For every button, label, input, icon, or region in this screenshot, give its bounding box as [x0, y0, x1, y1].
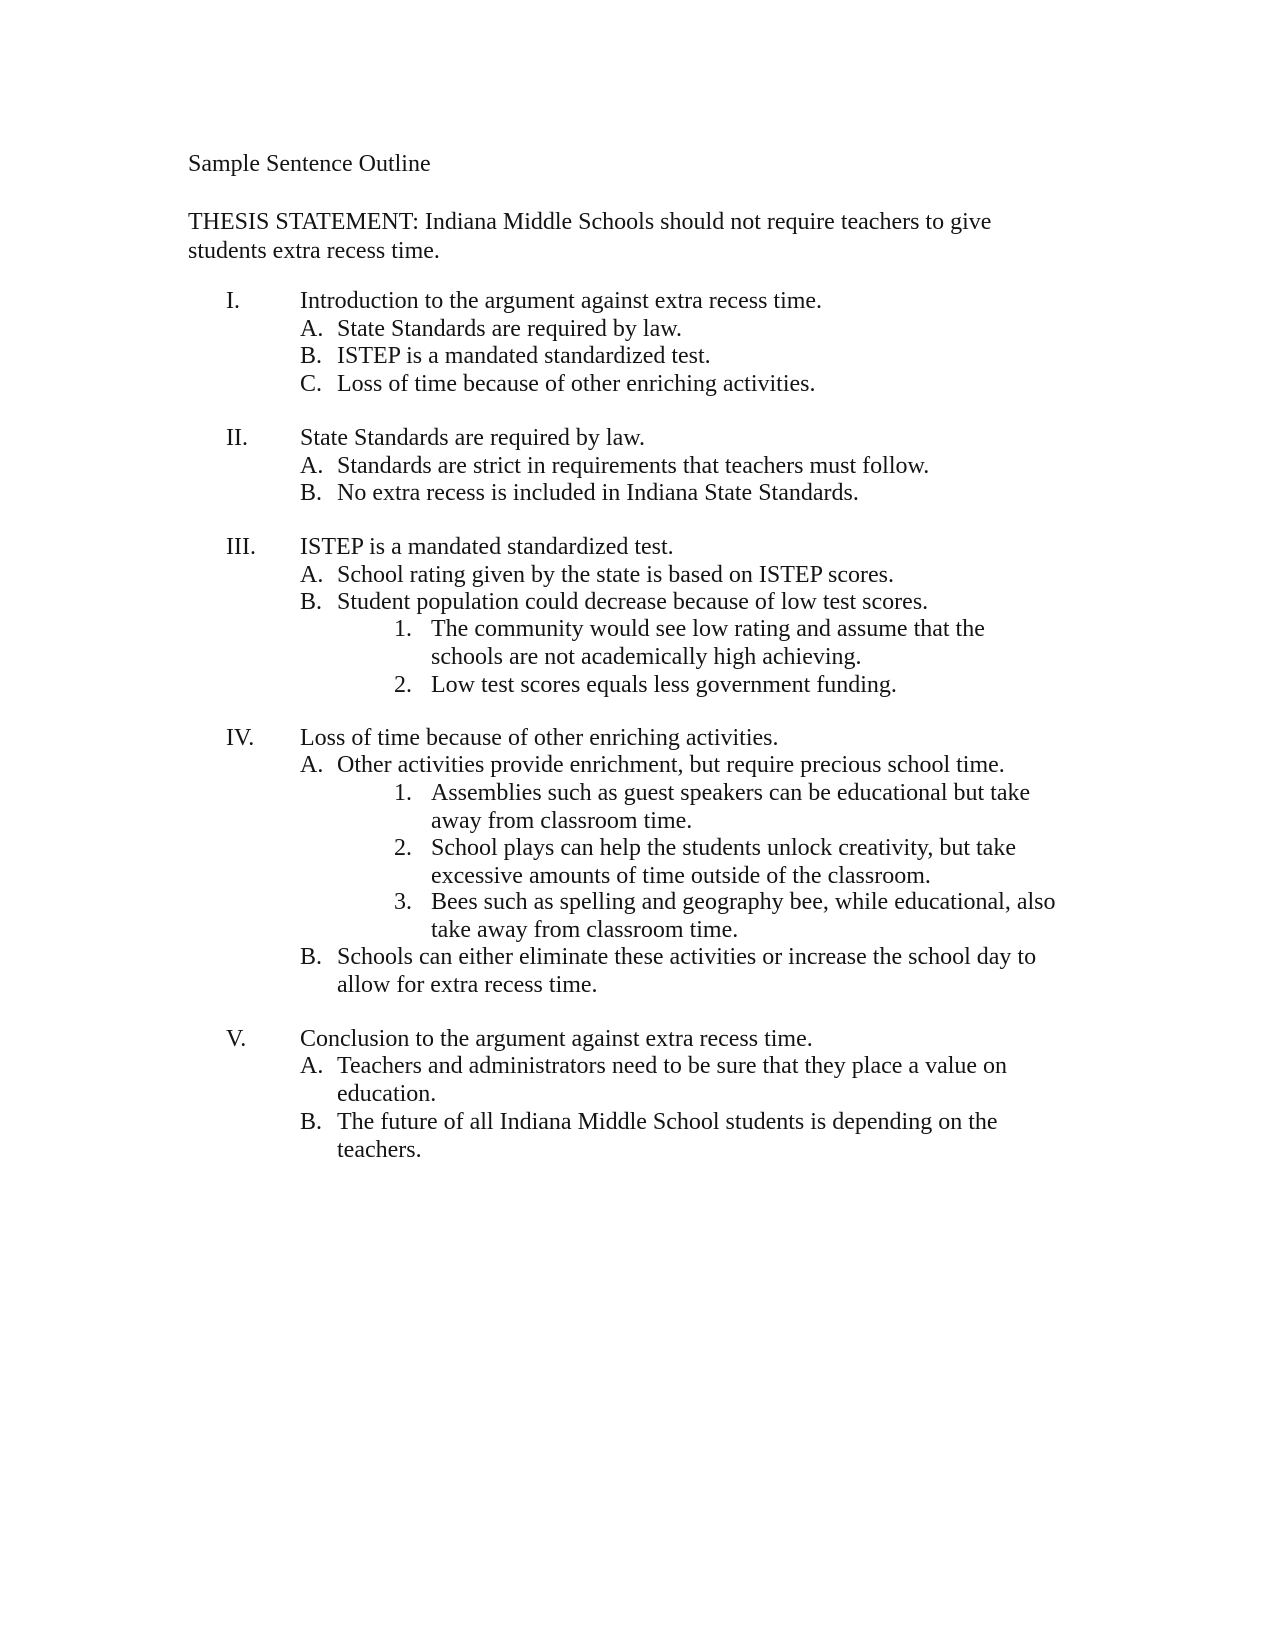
section-heading: Introduction to the argument against extra recess time. — [300, 288, 823, 314]
section-numeral: I. — [226, 288, 240, 314]
subitem-text-continued: take away from classroom time. — [431, 917, 739, 943]
section-numeral: IV. — [226, 725, 255, 751]
item-marker: B. — [300, 589, 323, 615]
section-heading: State Standards are required by law. — [300, 425, 645, 451]
subitem-marker: 2. — [394, 835, 412, 861]
item-text-continued: allow for extra recess time. — [337, 972, 598, 998]
item-marker: B. — [300, 944, 323, 970]
item-marker: A. — [300, 562, 324, 588]
item-text: Student population could decrease because of low test scores. — [337, 589, 929, 615]
item-text: The future of all Indiana Middle School students is depending on the — [337, 1109, 998, 1135]
subitem-text-continued: excessive amounts of time outside of the classroom. — [431, 863, 931, 889]
item-marker: B. — [300, 480, 323, 506]
item-marker: A. — [300, 453, 324, 479]
item-marker: A. — [300, 316, 324, 342]
item-marker: A. — [300, 752, 324, 778]
document-title: Sample Sentence Outline — [188, 151, 431, 177]
section-numeral: V. — [226, 1026, 247, 1052]
item-text: Standards are strict in requirements that teachers must follow. — [337, 453, 930, 479]
subitem-text: Low test scores equals less government funding. — [431, 672, 897, 698]
subitem-text: Bees such as spelling and geography bee, while educational, also — [431, 889, 1056, 915]
subitem-text: School plays can help the students unlock creativity, but take — [431, 835, 1016, 861]
subitem-text: Assemblies such as guest speakers can be educational but take — [431, 780, 1031, 806]
item-text: No extra recess is included in Indiana State Standards. — [337, 480, 859, 506]
section-numeral: II. — [226, 425, 248, 451]
section-numeral: III. — [226, 534, 256, 560]
item-text: State Standards are required by law. — [337, 316, 682, 342]
item-text: Other activities provide enrichment, but require precious school time. — [337, 752, 1005, 778]
item-marker: B. — [300, 1109, 323, 1135]
item-marker: B. — [300, 343, 323, 369]
item-text: Teachers and administrators need to be sure that they place a value on — [337, 1053, 1008, 1079]
subitem-marker: 1. — [394, 616, 412, 642]
item-text-continued: education. — [337, 1081, 437, 1107]
subitem-text: The community would see low rating and assume that the — [431, 616, 985, 642]
item-marker: A. — [300, 1053, 324, 1079]
item-marker: C. — [300, 371, 323, 397]
subitem-text-continued: away from classroom time. — [431, 808, 693, 834]
item-text: ISTEP is a mandated standardized test. — [337, 343, 711, 369]
subitem-marker: 3. — [394, 889, 412, 915]
item-text: School rating given by the state is based on ISTEP scores. — [337, 562, 895, 588]
subitem-marker: 1. — [394, 780, 412, 806]
section-heading: Loss of time because of other enriching activities. — [300, 725, 779, 751]
item-text-continued: teachers. — [337, 1137, 422, 1163]
subitem-marker: 2. — [394, 672, 412, 698]
subitem-text-continued: schools are not academically high achieving. — [431, 644, 862, 670]
thesis-statement: THESIS STATEMENT: Indiana Middle Schools should not require teachers to give students extra recess time. — [188, 209, 992, 264]
item-text: Loss of time because of other enriching activities. — [337, 371, 816, 397]
section-heading: Conclusion to the argument against extra recess time. — [300, 1026, 813, 1052]
item-text: Schools can either eliminate these activities or increase the school day to — [337, 944, 1037, 970]
section-heading: ISTEP is a mandated standardized test. — [300, 534, 674, 560]
